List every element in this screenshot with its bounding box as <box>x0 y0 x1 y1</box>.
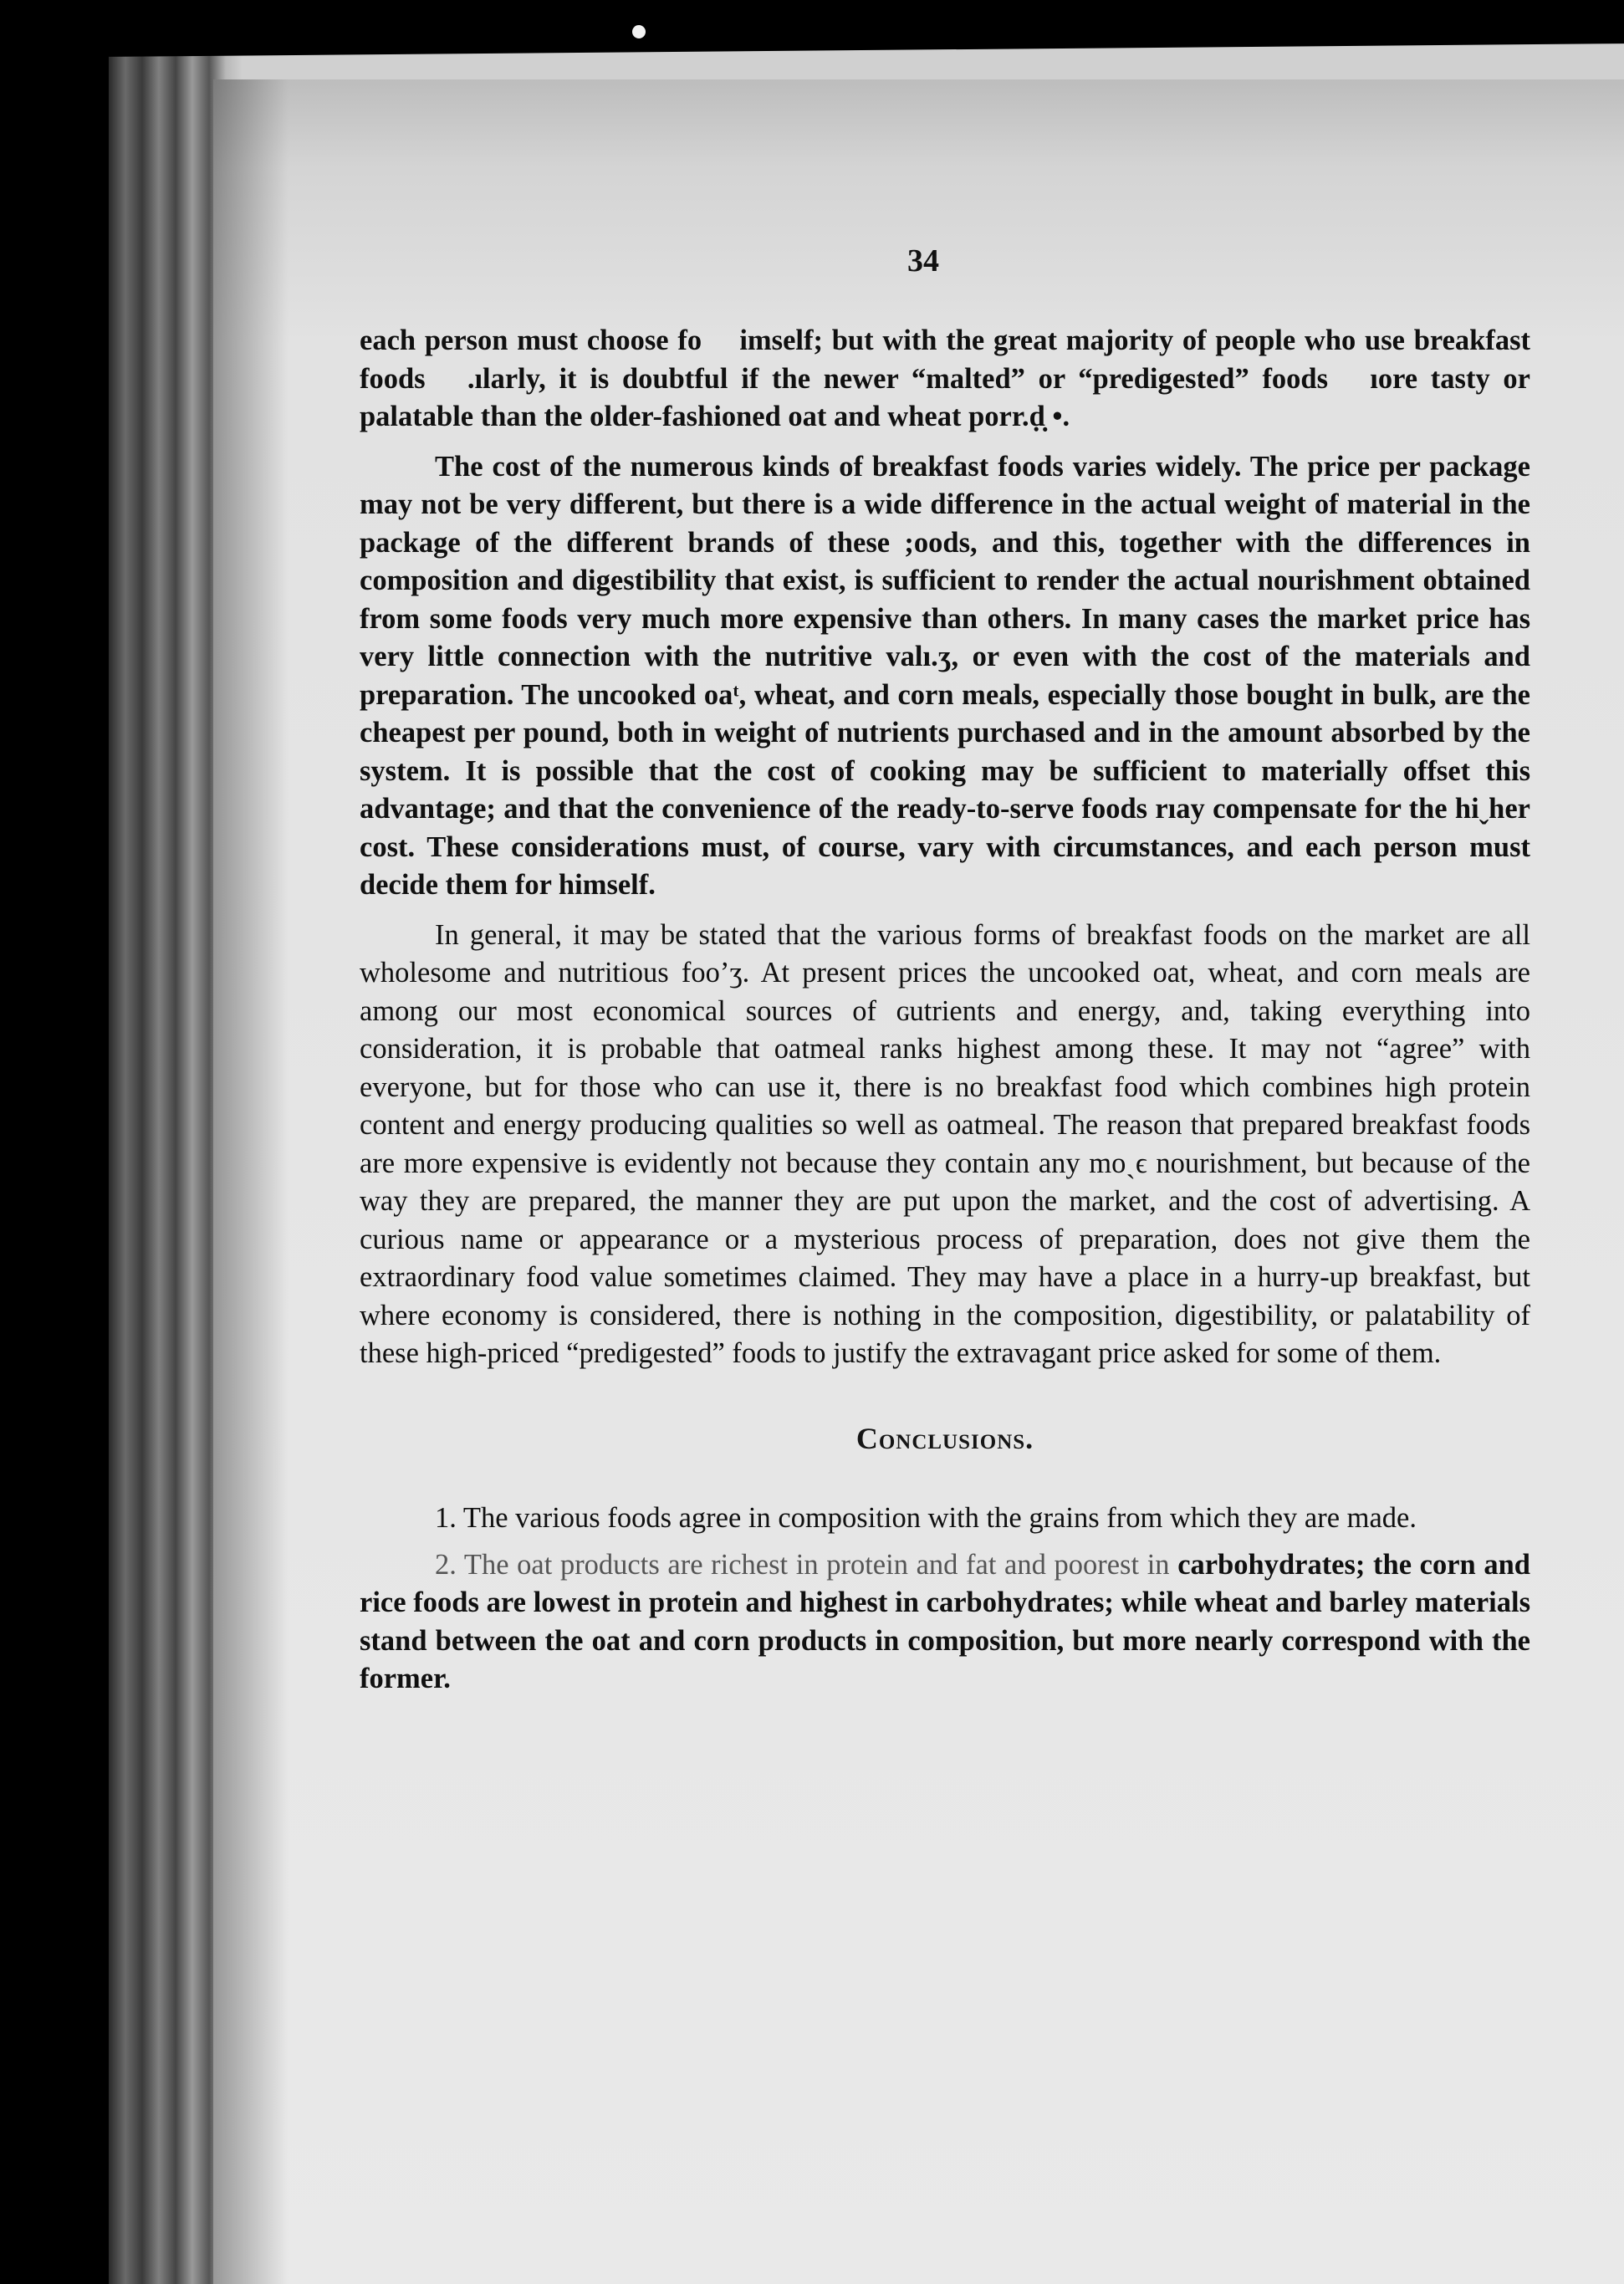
page-body <box>360 322 1530 1707</box>
page-gutter-shadow <box>213 79 289 2284</box>
paragraph-cost: The cost of the numerous kinds of breakfast foods varies widely. The price per package may not be very different, but there is a wide difference in the actual weight of material in the package of the different brands of these ;oods, and this, together with the differences in composition and digestibility that exist, is sufficient to render the actual nourishment obtained from some foods very much more expensive than others. In many cases the market price has very little connection with the nutritive valı.ʒ, or even with the cost of the materials and preparation. The uncooked oaᵗ, wheat, and corn meals, especially those bought in bulk, are the cheapest per pound, both in weight of nutrients purchased and in the amount absorbed by the system. It is possible that the cost of cooking may be sufficient to materially offset this advantage; and that the convenience of the ready-to-serve foods rıay compensate for the hiˬher cost. These considerations must, of course, vary with circumstances, and each person must decide them for himself. <box>360 450 1530 901</box>
paragraph-general: In general, it may be stated that the various forms of breakfast foods on the market are all wholesome and nutritious foo’ʒ. At present prices the uncooked oat, wheat, and corn meals are among our most economical sources of ɢutrients and energy, and, taking everything into consideration, it is probable that oatmeal ranks highest among these. It may not “agree” with everyone, but for those who can use it, there is no breakfast food which combines high protein content and energy producing qualities so well as oatmeal. The reason that prepared breakfast foods are more expensive is evidently not because they contain any moˎϵ nourishment, but because of the way they are prepared, the manner they are put upon the market, and the cost of advertising. A curious name or appearance or a mysterious process of preparation, does not give them the extraordinary food value sometimes claimed. They may have a place in a hurry-up breakfast, but where economy is considered, there is nothing in the composition, digestibility, or palatability of these high-priced “predigested” foods to justify the extravagant price asked for some of them. <box>360 918 1530 1369</box>
conclusions-heading: Conclusions. <box>855 1421 1034 1455</box>
paragraph-continuation: each person must choose fo imself; but with the great majority of people who use breakfast foods .ılarly, it is doubtful if the newer “malted” or “predigested” foods ıore tasty or palatable than the older-fashioned oat and wheat porr.ḍ̣ •. <box>360 324 1530 432</box>
page-number: 34 <box>907 243 939 278</box>
conclusion-item-1: 1. The various foods agree in composition with the grains from which they are made. <box>435 1502 1417 1534</box>
conclusion-item-2-faint-line: 2. The oat products are richest in protein and fat and poorest in <box>435 1548 1170 1581</box>
conclusion-item-2-body: carbohydrates; the corn and rice foods are lowest in protein and highest in carbohydrates; while wheat and barley materials stand between the oat and corn products in composition, but more nearly correspond with the former. <box>360 1548 1530 1694</box>
scan-artifact-dot <box>632 25 646 38</box>
conclusion-item-2 <box>360 1546 1530 1699</box>
